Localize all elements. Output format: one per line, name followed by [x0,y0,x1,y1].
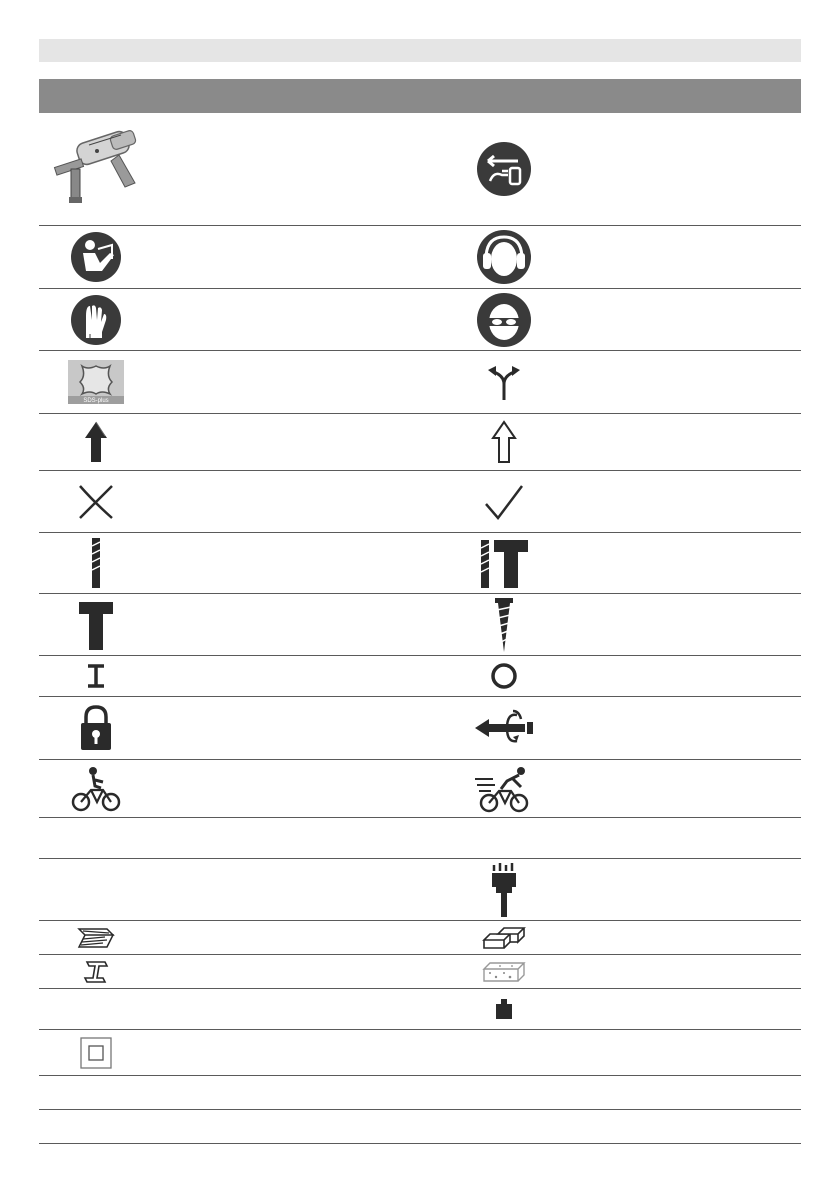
drill-and-hammer-icon [478,538,530,588]
symbol-cell [420,533,801,593]
symbol-cell [420,226,801,288]
wood-icon [77,927,115,949]
table-row [39,226,801,289]
symbol-table [39,113,801,1144]
hammer-chisel-icon [78,600,114,650]
symbol-cell [39,594,420,655]
symbol-cell [39,1110,420,1143]
switch-off-icon [490,662,518,690]
symbol-cell [420,289,801,350]
symbol-cell [420,1110,801,1143]
symbol-cell [420,471,801,532]
table-row [39,594,801,656]
symbol-cell [39,414,420,470]
symbol-cell [39,471,420,532]
symbol-cell [39,113,420,225]
rotary-hammer-product-icon [49,125,149,213]
brush-icon [489,863,519,917]
symbol-cell [420,818,801,858]
ear-protection-icon [476,229,532,285]
filled-arrow-up-icon [83,420,109,464]
symbol-cell [39,697,420,759]
svg-text:SDS-plus: SDS-plus [83,398,109,404]
cyclist-fast-icon [473,765,535,813]
symbol-cell [39,1076,420,1109]
steel-beam-icon [83,960,109,984]
table-row [39,289,801,351]
symbol-cell [39,760,420,817]
symbol-cell [39,289,420,350]
symbol-cell [420,594,801,655]
symbol-cell [39,989,420,1029]
table-row [39,351,801,414]
cyclist-slow-icon [71,766,121,812]
symbol-cell [39,351,420,413]
outline-arrow-up-icon [491,420,517,464]
symbol-cell [420,1030,801,1075]
table-row [39,955,801,989]
symbol-cell [420,760,801,817]
table-row [39,697,801,760]
symbol-cell [39,533,420,593]
symbol-cell [420,921,801,954]
switch-on-icon [85,664,107,688]
table-row [39,1110,801,1144]
table-row [39,859,801,921]
table-row [39,656,801,697]
concrete-icon [482,961,526,983]
split-arrow-icon [484,362,524,402]
table-row [39,414,801,471]
symbol-cell [39,955,420,988]
screw-icon [494,598,514,652]
table-row [39,1076,801,1110]
read-manual-icon [70,231,122,283]
table-row [39,760,801,818]
check-correct-icon [482,482,526,522]
symbol-cell [420,859,801,920]
symbol-cell [39,1030,420,1075]
symbol-cell [420,351,801,413]
table-row [39,989,801,1030]
symbol-cell [39,859,420,920]
table-row [39,1030,801,1076]
wear-gloves-icon [70,294,122,346]
symbol-cell [420,697,801,759]
bricks-icon [482,926,526,950]
drill-bit-icon [89,538,103,588]
symbol-cell [39,656,420,696]
weight-icon [495,999,513,1019]
lock-icon [80,705,112,751]
table-row [39,921,801,955]
symbol-cell [420,113,801,225]
table-row [39,818,801,859]
symbol-cell [420,414,801,470]
table-row [39,113,801,226]
symbol-cell [420,1076,801,1109]
symbol-cell [39,921,420,954]
eye-protection-icon [476,292,532,348]
symbol-cell [420,656,801,696]
symbol-cell [420,955,801,988]
table-row [39,471,801,533]
protection-class-ii-icon [80,1037,112,1069]
symbol-cell [39,226,420,288]
table-row [39,533,801,594]
rotation-direction-icon [473,707,535,749]
section-header-band [39,79,801,113]
symbol-cell [420,989,801,1029]
symbol-cell [39,818,420,858]
sds-plus-chuck-icon [68,360,124,404]
top-grey-band [39,39,801,62]
unplug-before-work-icon [476,141,532,197]
cross-wrong-icon [76,482,116,522]
